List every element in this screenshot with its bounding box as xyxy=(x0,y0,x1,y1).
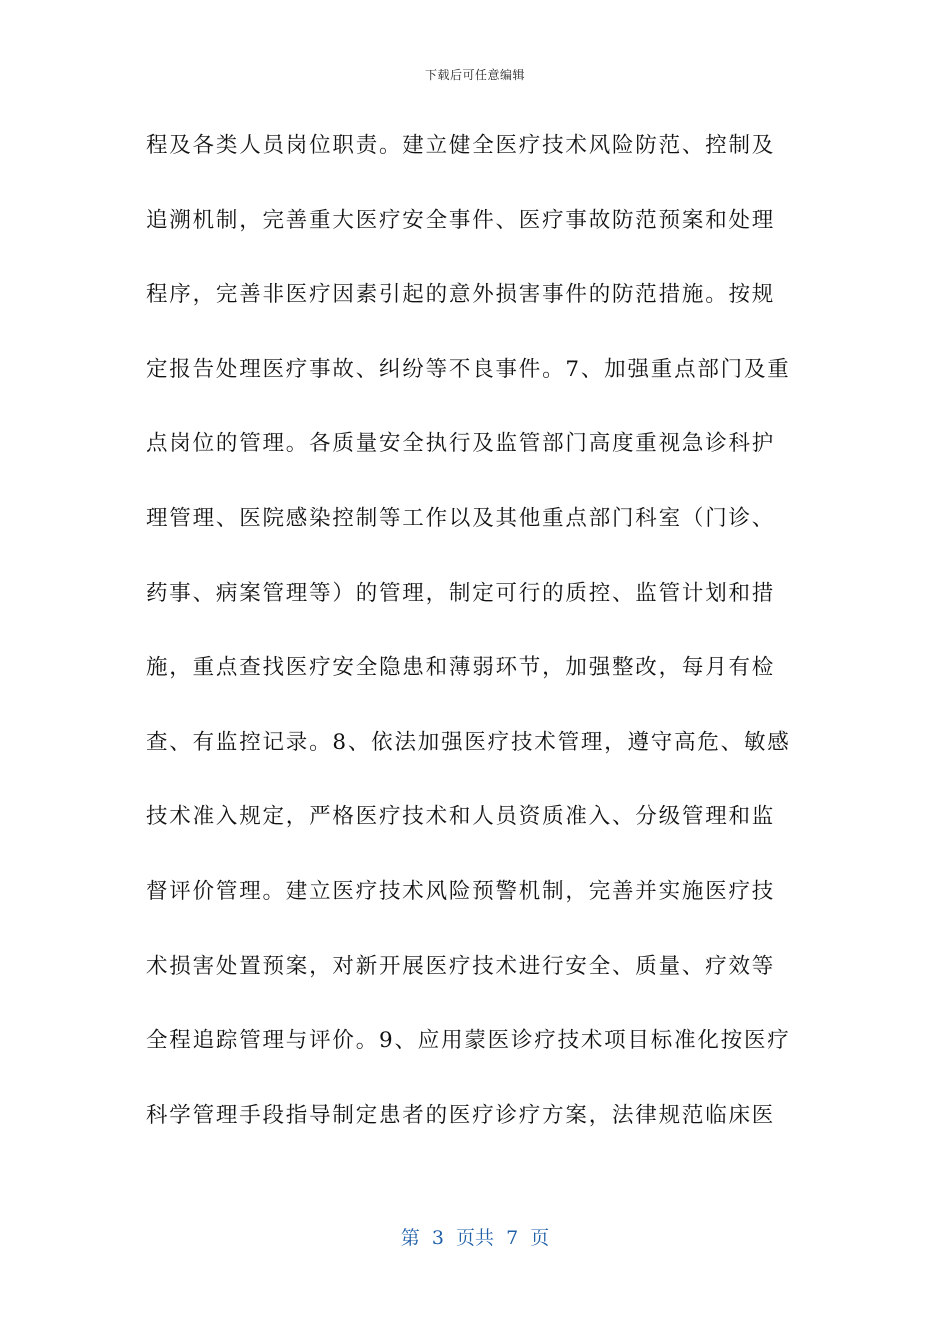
body-line-3: 程序，完善非医疗因素引起的意外损害事件的防范措施。按规 xyxy=(146,282,776,308)
document-body xyxy=(146,120,806,1164)
body-line-9: 查、有监控记录。8、依法加强医疗技术管理，遵守高危、敏感 xyxy=(146,729,791,755)
body-line-12: 术损害处置预案，对新开展医疗技术进行安全、质量、疗效等 xyxy=(146,953,776,979)
body-line-11: 督评价管理。建立医疗技术风险预警机制，完善并实施医疗技 xyxy=(146,878,776,904)
body-line-6: 理管理、医院感染控制等工作以及其他重点部门科室（门诊、 xyxy=(146,505,776,531)
body-line-8: 施，重点查找医疗安全隐患和薄弱环节，加强整改，每月有检 xyxy=(146,655,776,681)
page-header: 下载后可任意编辑 xyxy=(424,68,525,82)
body-line-2: 追溯机制，完善重大医疗安全事件、医疗事故防范预案和处理 xyxy=(146,207,776,233)
body-line-13: 全程追踪管理与评价。9、应用蒙医诊疗技术项目标准化按医疗 xyxy=(146,1028,791,1054)
page-footer-page-number: 第 3 页共 7 页 xyxy=(400,1227,550,1249)
body-line-7: 药事、病案管理等）的管理，制定可行的质控、监管计划和措 xyxy=(146,580,776,606)
body-line-10: 技术准入规定，严格医疗技术和人员资质准入、分级管理和监 xyxy=(146,804,776,830)
body-line-4: 定报告处理医疗事故、纠纷等不良事件。7、加强重点部门及重 xyxy=(146,356,791,382)
body-line-1: 程及各类人员岗位职责。建立健全医疗技术风险防范、控制及 xyxy=(146,133,776,158)
body-line-14: 科学管理手段指导制定患者的医疗诊疗方案，法律规范临床医 xyxy=(146,1102,776,1128)
body-line-5: 点岗位的管理。各质量安全执行及监管部门高度重视急诊科护 xyxy=(146,431,776,457)
